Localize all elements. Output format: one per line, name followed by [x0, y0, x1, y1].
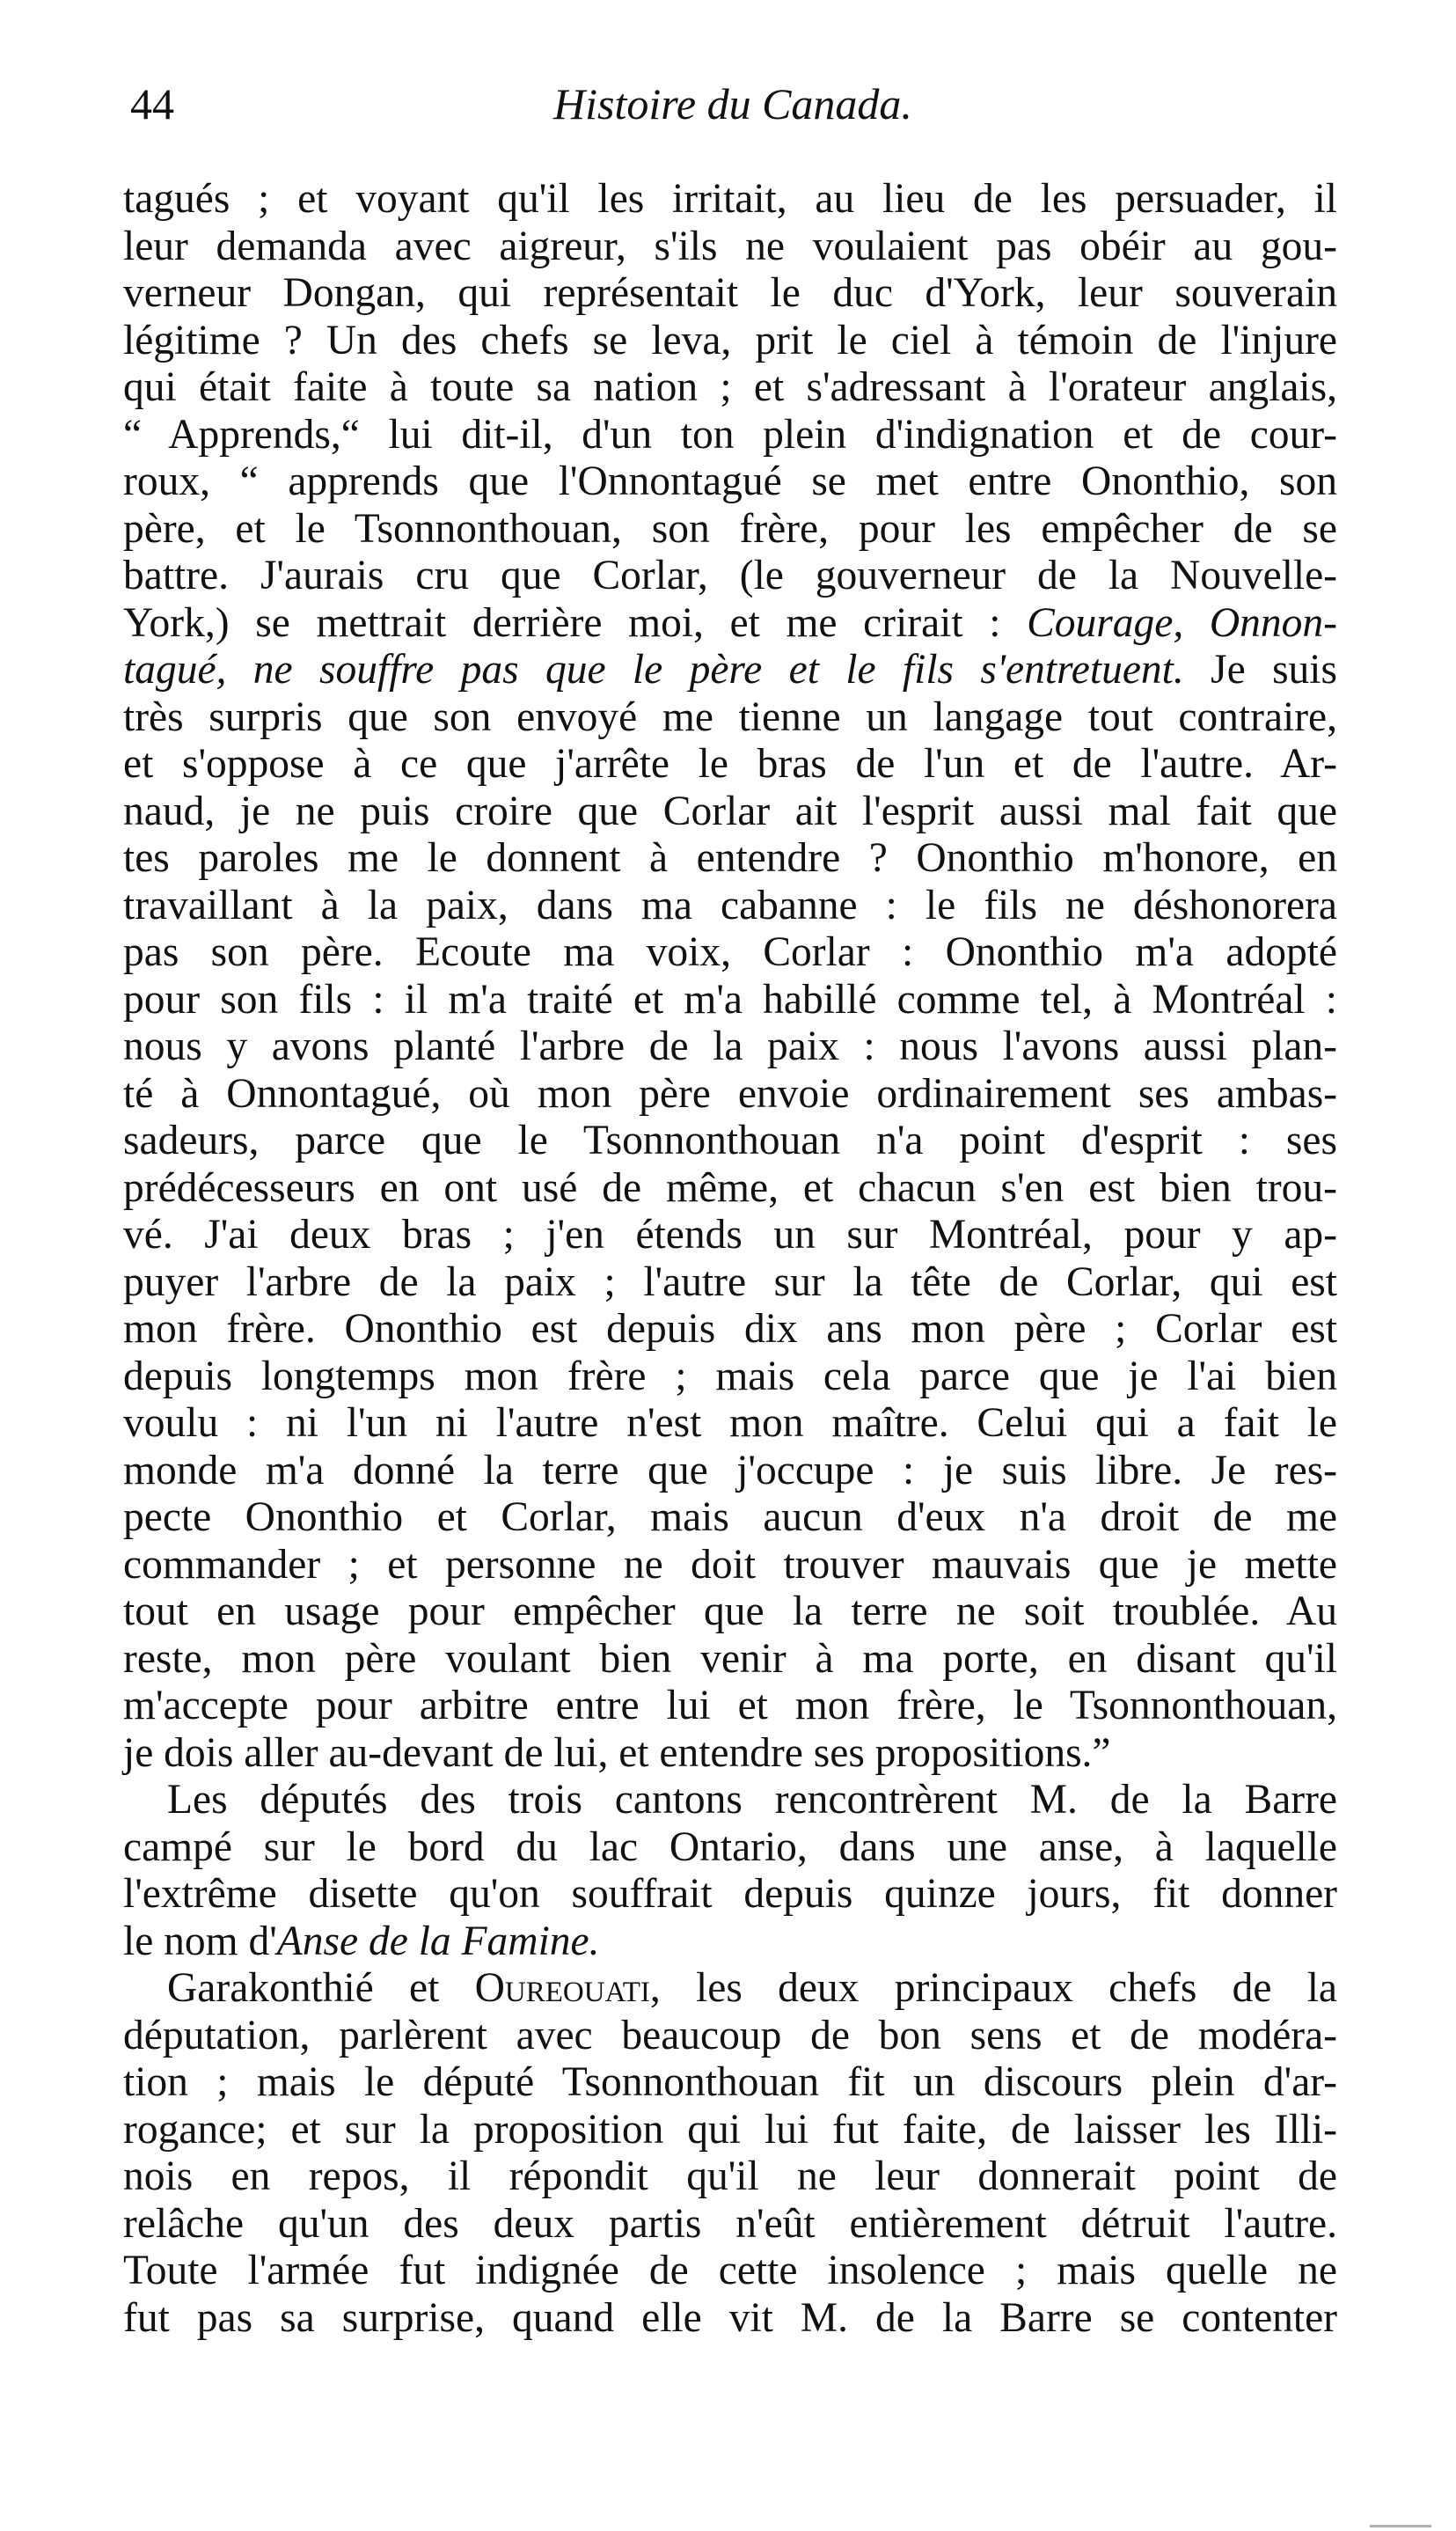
text-line: relâche qu'un des deux partis n'eût entièrement détruit l'autre. [123, 2200, 1337, 2247]
text-line: m'accepte pour arbitre entre lui et mon frère, le Tsonnonthouan, [123, 1683, 1337, 1728]
text-line: York,) se mettrait derrière moi, et me crirait : Courage, Onnon- [123, 599, 1337, 646]
text-line: travaillant à la paix, dans ma cabanne : le fils ne déshonorera [123, 882, 1337, 928]
text-line: tes paroles me le donnent à entendre ? Ononthio m'honore, en [123, 835, 1337, 881]
text-line: tion ; mais le député Tsonnonthouan fit un discours plein d'ar- [123, 2059, 1337, 2105]
body-text [123, 176, 1337, 2342]
scan-edge-mark [1370, 2525, 1431, 2527]
running-head [130, 77, 1335, 139]
text-line: très surpris que son envoyé me tienne un langage tout contraire, [123, 693, 1337, 740]
paragraph-start-line: Garakonthié et Oureouati, les deux principaux chefs de la [167, 1965, 1338, 2011]
text-line: prédécesseurs en ont usé de même, et chacun s'en est bien trou- [123, 1164, 1337, 1211]
text-line: té à Onnontagué, où mon père envoie ordinairement ses ambas- [123, 1070, 1337, 1117]
text-line: voulu : ni l'un ni l'autre n'est mon maître. Celui qui a fait le [123, 1400, 1337, 1446]
text-line: l'extrême disette qu'on souffrait depuis quinze jours, fit donner [123, 1871, 1337, 1917]
text-line: rogance; et sur la proposition qui lui fut faite, de laisser les Illi- [123, 2106, 1337, 2153]
text-line: puyer l'arbre de la paix ; l'autre sur la tête de Corlar, qui est [123, 1258, 1337, 1305]
text-line: je dois aller au-devant de lui, et entendre ses propositions.” [123, 1729, 1111, 1776]
text-line: nois en repos, il répondit qu'il ne leur donnerait point de [123, 2153, 1337, 2199]
text-line: tagué, ne souffre pas que le père et le fils s'entretuent. Je suis [123, 647, 1337, 693]
text-line: mon frère. Ononthio est depuis dix ans mon père ; Corlar est [123, 1306, 1337, 1352]
running-title: Histoire du Canada. [553, 79, 912, 128]
text-line: et s'oppose à ce que j'arrête le bras de l'un et de l'autre. Ar- [123, 741, 1337, 787]
text-line: le nom d'Anse de la Famine. [123, 1918, 600, 1964]
text-line: roux, “ apprends que l'Onnontagué se met entre Ononthio, son [123, 459, 1337, 504]
text-line: commander ; et personne ne doit trouver mauvais que je mette [123, 1541, 1337, 1588]
text-line: tagués ; et voyant qu'il les irritait, au lieu de les persuader, il [123, 176, 1337, 222]
text-line: verneur Dongan, qui représentait le duc d'York, leur souverain [123, 270, 1337, 316]
text-line: tout en usage pour empêcher que la terre ne soit troublée. Au [123, 1588, 1337, 1634]
text-line: campé sur le bord du lac Ontario, dans une anse, à laquelle [123, 1823, 1337, 1870]
text-line: pas son père. Ecoute ma voix, Corlar : Ononthio m'a adopté [123, 929, 1337, 975]
paragraph-start-line: Les députés des trois cantons rencontrèrent M. de la Barre [167, 1777, 1337, 1823]
text-line: députation, parlèrent avec beaucoup de bon sens et de modéra- [123, 2012, 1337, 2058]
text-line: légitime ? Un des chefs se leva, prit le ciel à témoin de l'injure [123, 317, 1337, 363]
text-line: sadeurs, parce que le Tsonnonthouan n'a point d'esprit : ses [123, 1118, 1337, 1163]
text-line: battre. J'aurais cru que Corlar, (le gouverneur de la Nouvelle- [123, 553, 1337, 598]
text-line: qui était faite à toute sa nation ; et s'adressant à l'orateur anglais, [123, 364, 1337, 410]
text-line: reste, mon père voulant bien venir à ma porte, en disant qu'il [123, 1635, 1337, 1682]
text-line: père, et le Tsonnonthouan, son frère, pour les empêcher de se [123, 505, 1337, 552]
text-line: fut pas sa surprise, quand elle vit M. de la Barre se contenter [123, 2294, 1337, 2341]
text-line: depuis longtemps mon frère ; mais cela parce que je l'ai bien [123, 1353, 1337, 1399]
text-line: leur demanda avec aigreur, s'ils ne voulaient pas obéir au gou- [123, 223, 1337, 269]
text-line: pecte Ononthio et Corlar, mais aucun d'eux n'a droit de me [123, 1494, 1337, 1540]
text-line: Toute l'armée fut indignée de cette insolence ; mais quelle ne [123, 2248, 1337, 2293]
text-line: nous y avons planté l'arbre de la paix : nous l'avons aussi plan- [123, 1023, 1337, 1069]
text-line: monde m'a donné la terre que j'occupe : je suis libre. Je res- [123, 1447, 1337, 1493]
text-line: naud, je ne puis croire que Corlar ait l'esprit aussi mal fait que [123, 788, 1337, 834]
text-line: vé. J'ai deux bras ; j'en étends un sur Montréal, pour y ap- [123, 1212, 1337, 1258]
text-line: pour son fils : il m'a traité et m'a habillé comme tel, à Montréal : [123, 976, 1337, 1023]
text-line: “ Apprends,“ lui dit-il, d'un ton plein d'indignation et de cour- [123, 411, 1337, 458]
page-number: 44 [130, 79, 174, 128]
